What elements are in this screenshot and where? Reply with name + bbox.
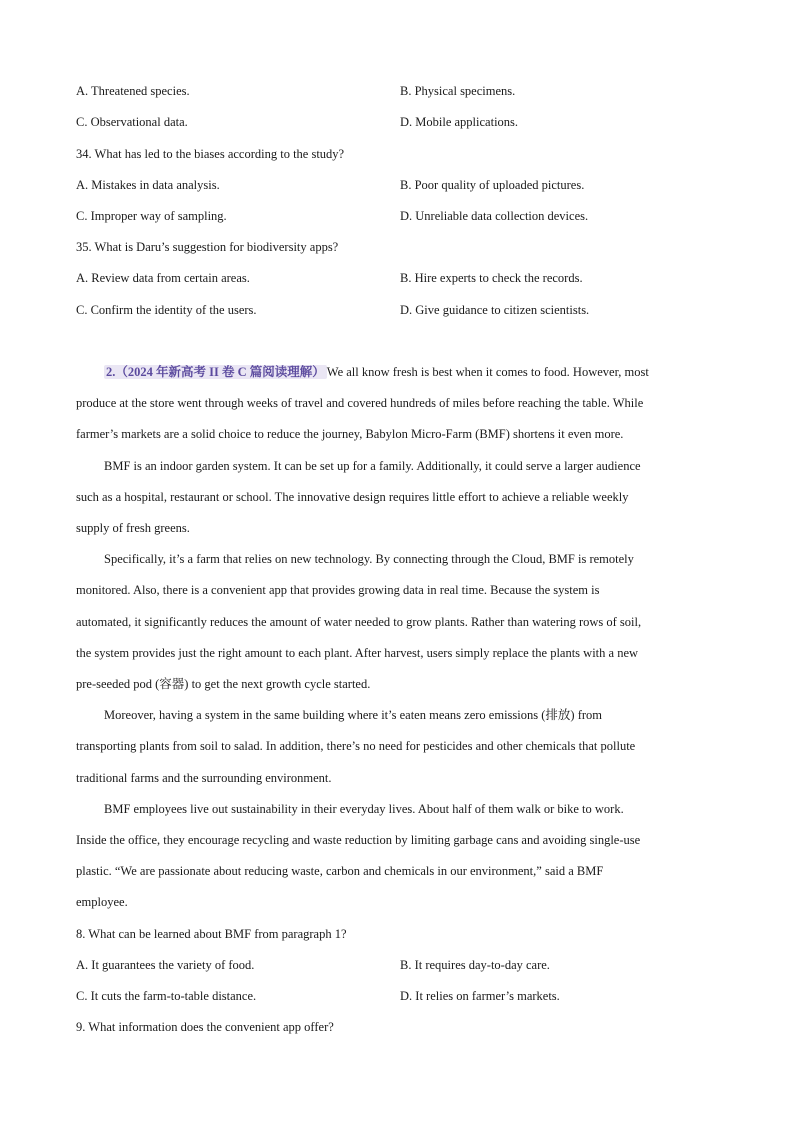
paragraph-line: transporting plants from soil to salad. In addition, there’s no need for pesticides and other chemicals that pollute xyxy=(76,739,636,753)
paragraph-line: pre-seeded pod (容器) to get the next growth cycle started. xyxy=(76,677,371,691)
paragraph-line: employee. xyxy=(76,895,128,909)
q35-option-a: A. Review data from certain areas. xyxy=(76,271,250,285)
q34-option-b: B. Poor quality of uploaded pictures. xyxy=(400,178,585,192)
q33-option-a: A. Threatened species. xyxy=(76,84,190,98)
q33-option-c: C. Observational data. xyxy=(76,115,188,129)
q8-options-row-2 xyxy=(76,988,716,1004)
paragraph-line: Moreover, having a system in the same building where it’s eaten means zero emissions (排放) from xyxy=(104,708,602,722)
paragraph-line: monitored. Also, there is a convenient app that provides growing data in real time. Because the system is xyxy=(76,583,600,597)
q33-option-b: B. Physical specimens. xyxy=(400,84,516,98)
q35-options-row-1 xyxy=(76,270,716,286)
paragraph-line: Inside the office, they encourage recycling and waste reduction by limiting garbage cans and avoiding single-use xyxy=(76,833,641,847)
q35-question: 35. What is Daru’s suggestion for biodiversity apps? xyxy=(76,240,339,254)
q8-options-row-1 xyxy=(76,957,716,973)
paragraph-line: automated, it significantly reduces the amount of water needed to grow plants. Rather than watering rows of soil, xyxy=(76,615,642,629)
q8-option-a: A. It guarantees the variety of food. xyxy=(76,958,255,972)
q34-question: 34. What has led to the biases according to the study? xyxy=(76,147,345,161)
paragraph-line: BMF is an indoor garden system. It can be set up for a family. Additionally, it could serve a larger audience xyxy=(104,459,641,473)
q35-option-c: C. Confirm the identity of the users. xyxy=(76,303,257,317)
paragraph-line xyxy=(104,364,649,380)
q34-options-row-1 xyxy=(76,177,716,193)
q34-option-c: C. Improper way of sampling. xyxy=(76,209,227,223)
q35-option-d: D. Give guidance to citizen scientists. xyxy=(400,303,590,317)
q35-option-b: B. Hire experts to check the records. xyxy=(400,271,583,285)
q35-options-row-2 xyxy=(76,302,716,318)
q34-option-d: D. Unreliable data collection devices. xyxy=(400,209,589,223)
source-tag: 2.（2024 年新高考 II 卷 C 篇阅读理解） xyxy=(106,365,325,379)
paragraph-line: produce at the store went through weeks of travel and covered hundreds of miles before reaching the table. While xyxy=(76,396,644,410)
paragraph-line: such as a hospital, restaurant or school. The innovative design requires little effort to achieve a reliable weekly xyxy=(76,490,629,504)
q34-option-a: A. Mistakes in data analysis. xyxy=(76,178,220,192)
q33-option-d: D. Mobile applications. xyxy=(400,115,519,129)
paragraph-line: farmer’s markets are a solid choice to reduce the journey, Babylon Micro-Farm (BMF) shortens it even more. xyxy=(76,427,624,441)
q8-question: 8. What can be learned about BMF from paragraph 1? xyxy=(76,927,347,941)
paragraph-line: Specifically, it’s a farm that relies on new technology. By connecting through the Cloud, BMF is remotely xyxy=(104,552,634,566)
q8-option-b: B. It requires day-to-day care. xyxy=(400,958,550,972)
paragraph-line: supply of fresh greens. xyxy=(76,521,190,535)
q34-options-row-2 xyxy=(76,208,716,224)
paragraph-line: BMF employees live out sustainability in their everyday lives. About half of them walk or bike to work. xyxy=(104,802,624,816)
paragraph-line: traditional farms and the surrounding environment. xyxy=(76,771,332,785)
q33-options-row-2 xyxy=(76,114,716,130)
paragraph-text: We all know fresh is best when it comes to food. However, most xyxy=(326,365,649,379)
q33-options-row-1 xyxy=(76,83,716,99)
q8-option-d: D. It relies on farmer’s markets. xyxy=(400,989,560,1003)
paragraph-line: the system provides just the right amount to each plant. After harvest, users simply replace the plants with a new xyxy=(76,646,639,660)
q8-option-c: C. It cuts the farm-to-table distance. xyxy=(76,989,257,1003)
paragraph-line: plastic. “We are passionate about reducing waste, carbon and chemicals in our environment,” said a BMF xyxy=(76,864,604,878)
q9-question: 9. What information does the convenient app offer? xyxy=(76,1020,334,1034)
